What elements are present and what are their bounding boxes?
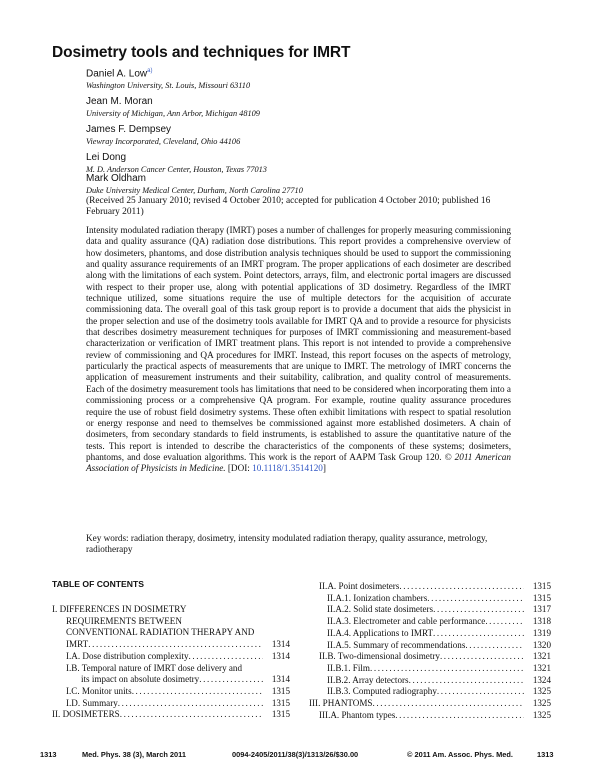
keywords: Key words: radiation therapy, dosimetry, intensity modulated radiation therapy, quality assurance, metrology, radiotherapy xyxy=(86,533,488,555)
toc-entry-label: its impact on absolute dosimetry xyxy=(81,674,200,685)
toc-entry-label: II.A.2. Solid state dosimeters xyxy=(327,604,434,615)
toc-entry[interactable] xyxy=(307,616,551,628)
toc-leader xyxy=(409,675,524,687)
toc-entry-label: I.C. Monitor units xyxy=(66,685,132,696)
toc-entry-page: 1315 xyxy=(532,581,551,591)
toc-entry[interactable] xyxy=(52,639,290,651)
toc-leader xyxy=(395,710,524,722)
author-affiliation: Viewray Incorporated, Cleveland, Ohio 44106 xyxy=(86,137,241,146)
author-name: Jean M. Moran xyxy=(86,96,153,107)
toc-entry-page: 1321 xyxy=(532,662,551,673)
doi-prefix: [DOI: xyxy=(227,463,250,474)
toc-leader xyxy=(373,698,525,710)
footer-copyright: © 2011 Am. Assoc. Phys. Med. xyxy=(407,750,513,759)
toc-entry[interactable] xyxy=(307,581,551,593)
toc-entry-page: 1314 xyxy=(271,650,290,661)
toc-entry-page: 1324 xyxy=(532,674,551,685)
toc-entry[interactable]: REQUIREMENTS BETWEEN xyxy=(66,615,182,626)
toc-entry-page: 1325 xyxy=(532,686,551,697)
toc-entry-page: 1315 xyxy=(271,685,290,696)
footer-page-number: 1313 xyxy=(40,750,57,759)
toc-entry-label: II.A. Point dosimeters xyxy=(319,581,400,591)
toc-entry[interactable] xyxy=(52,709,290,721)
toc-entry-label: III. PHANTOMS xyxy=(309,698,373,709)
toc-entry-label: IMRT xyxy=(66,639,89,650)
toc-entry-label: II.B.2. Array detectors xyxy=(327,674,409,685)
toc-leader xyxy=(465,640,524,652)
toc-entry-label: II. DOSIMETERS xyxy=(52,709,120,720)
toc-entry[interactable] xyxy=(52,698,290,710)
footer-code: 0094-2405/2011/38(3)/1313/26/$30.00 xyxy=(232,750,359,759)
toc-entry-page: 1315 xyxy=(532,592,551,603)
toc-leader xyxy=(120,709,263,721)
toc-entry[interactable] xyxy=(52,674,290,686)
toc-entry[interactable] xyxy=(307,675,551,687)
toc-entry[interactable] xyxy=(307,710,551,722)
abstract-body: Intensity modulated radiation therapy (IMRT) poses a number of challenges for properly measuring commissioning data and quality assurance (QA) radiation dose distributions. This report provides a comprehensive overview of how dosimeters, phantoms, and dose distribution analysis techniques should be used to support the commissioning and quality assurance requirements of an IMRT program. The proper applications of each dosimeter are described along with the limitations of each system. Point detectors, arrays, film, and electronic portal imagers are discussed with respect to their proper use, along with potential applications of 3D dosimetry. Regardless of the IMRT technique utilized, some situations require the use of multiple detectors for the acquisition of accurate commissioning data. The overall goal of this task group report is to provide a document that aids the physicist in the proper selection and use of the dosimetry tools available for IMRT QA and to provide a resource for physicists that describes dosimetry measurement techniques for purposes of IMRT commissioning and measurement-based characterization or verification of IMRT treatment plans. This report is not intended to provide a comprehensive review of commissioning and QA procedures for IMRT. Instead, this report focuses on the aspects of metrology, particularly the practical aspects of measurements that are unique to IMRT. The metrology of IMRT concerns the application of measurement instruments and their suitability, calibration, and quality control of measurements. Each of the dosimetry measurement tools has limitations that need to be considered when incorporating them into a commissioning process or a comprehensive QA program. For example, routine quality assurance procedures require the use of robust field dosimetry systems. These often exhibit limitations with respect to spatial resolution or energy response and need to themselves be commissioned against more established dosimeters. A chain of dosimeters, from secondary standards to field instruments, is established to assure the quantitative nature of the tests. This report is intended to describe the characteristics of the components of these systems; dosimeters, phantoms, and dose evaluation algorithms. This work is the report of AAPM Task Group 120. xyxy=(86,225,511,462)
toc-leader xyxy=(88,639,263,651)
toc-leader xyxy=(399,581,524,593)
author-footnote-link[interactable]: a) xyxy=(147,68,153,74)
toc-entry-page: 1317 xyxy=(532,604,551,615)
toc-entry[interactable] xyxy=(307,663,551,675)
toc-entry[interactable] xyxy=(307,651,551,663)
toc-entry[interactable] xyxy=(52,651,290,663)
toc-entry-label: I.A. Dose distribution complexity xyxy=(66,650,189,661)
toc-entry-label: II.A.1. Ionization chambers xyxy=(327,592,428,603)
toc-entry[interactable] xyxy=(307,686,551,698)
author-name: Lei Dong xyxy=(86,152,127,163)
toc-entry-label: II.A.5. Summary of recommendations xyxy=(327,639,466,650)
author-affiliation: University of Michigan, Ann Arbor, Michigan 48109 xyxy=(86,109,260,118)
toc-entry-page: 1315 xyxy=(271,697,290,708)
toc-entry[interactable] xyxy=(307,604,551,616)
toc-entry[interactable] xyxy=(307,628,551,640)
toc-entry-label: III.A. Phantom types xyxy=(319,709,396,720)
footer-page-number: 1313 xyxy=(537,750,554,759)
abstract-copyright: © 2011 American Association of Physicists in Medicine. xyxy=(86,451,511,474)
author-affiliation: Duke University Medical Center, Durham, North Carolina 27710 xyxy=(86,186,303,195)
toc-leader xyxy=(440,651,524,663)
toc-entry[interactable] xyxy=(307,698,551,710)
toc-entry[interactable] xyxy=(52,686,290,698)
author-name xyxy=(86,68,153,79)
toc-leader xyxy=(427,593,524,605)
toc-leader xyxy=(132,686,263,698)
toc-entry[interactable] xyxy=(307,640,551,652)
toc-entry-page: 1318 xyxy=(532,616,551,627)
toc-entry[interactable]: I.B. Temporal nature of IMRT dose delivery and xyxy=(66,662,243,673)
toc-leader xyxy=(199,674,263,686)
doi-link[interactable]: 10.1118/1.3514120 xyxy=(252,463,323,474)
toc-entry-page: 1315 xyxy=(271,709,290,720)
author-name: James F. Dempsey xyxy=(86,124,172,135)
toc-entry-page: 1325 xyxy=(532,698,551,709)
article-title: Dosimetry tools and techniques for IMRT xyxy=(52,44,351,61)
author-name-text: Daniel A. Low xyxy=(86,68,148,80)
toc-entry-label: II.B.3. Computed radiography xyxy=(327,686,437,697)
toc-entry-page: 1314 xyxy=(271,639,290,650)
toc-leader xyxy=(118,698,263,710)
toc-entry-page: 1314 xyxy=(271,674,290,685)
toc-entry-label: II.B. Two-dimensional dosimetry xyxy=(319,651,440,662)
toc-entry-page: 1325 xyxy=(532,709,551,720)
author-name: Mark Oldham xyxy=(86,173,147,184)
toc-leader xyxy=(485,616,524,628)
toc-entry-page: 1321 xyxy=(532,651,551,662)
doi-suffix: ] xyxy=(322,463,326,474)
footer-journal: Med. Phys. 38 (3), March 2011 xyxy=(82,750,186,759)
toc-leader xyxy=(433,628,524,640)
received-dates: (Received 25 January 2010; revised 4 October 2010; accepted for publication 4 October 2010; published 16 February 2011) xyxy=(86,196,491,218)
toc-entry-page: 1319 xyxy=(532,627,551,638)
toc-entry-label: II.A.4. Applications to IMRT xyxy=(327,627,434,638)
toc-left-column xyxy=(52,604,290,721)
toc-leader xyxy=(433,604,524,616)
toc-leader xyxy=(189,651,264,663)
author-affiliation: Washington University, St. Louis, Missouri 63110 xyxy=(86,81,251,90)
toc-right-column xyxy=(307,581,551,721)
toc-entry-page: 1320 xyxy=(532,639,551,650)
page-footer xyxy=(0,750,600,762)
toc-entry-label: II.B.1. Film xyxy=(327,662,370,673)
toc-entry[interactable] xyxy=(307,593,551,605)
abstract xyxy=(86,225,511,475)
toc-entry-label: I.D. Summary xyxy=(66,697,118,708)
toc-entry-label: II.A.3. Electrometer and cable performance xyxy=(327,616,486,627)
author-affiliation: M. D. Anderson Cancer Center, Houston, Texas 77013 xyxy=(86,165,267,174)
toc-leader xyxy=(370,663,524,675)
toc-entry[interactable]: I. DIFFERENCES IN DOSIMETRY xyxy=(52,604,187,614)
toc-heading: TABLE OF CONTENTS xyxy=(52,579,144,589)
toc-entry[interactable]: CONVENTIONAL RADIATION THERAPY AND xyxy=(66,627,255,638)
toc-leader xyxy=(437,686,524,698)
